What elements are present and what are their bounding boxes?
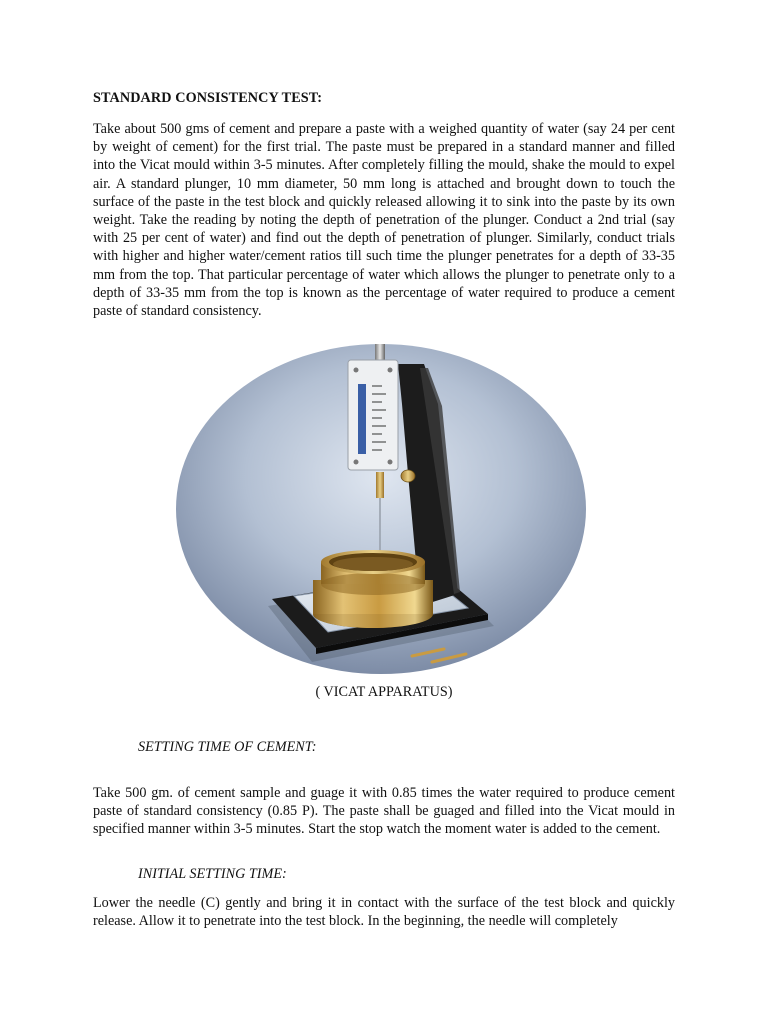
locking-screw — [401, 470, 415, 482]
paragraph-setting-time: Take 500 gm. of cement sample and guage it with 0.85 times the water required to produce cement paste of standard consistency (0.85 P). The paste shall be guaged and filled into the Vicat mould in specified manner within 3-5 minutes. Start the stop watch the moment water is added to the cement. — [93, 785, 675, 838]
paragraph-standard-consistency: Take about 500 gms of cement and prepare a paste with a weighed quantity of water (say 24 per cent by weight of cement) for the first trial. The paste must be prepared in a standard manner and filled into the Vicat mould within 3-5 minutes. After completely filling the mould, shake the mould to expel air. A standard plunger, 10 mm diameter, 50 mm long is attached and brought down to touch the surface of the paste in the test block and quickly released allowing it to sink into the paste by its own weight. Take the reading by noting the depth of penetration of the plunger. Conduct a 2nd trial (say with 25 per cent of water) and find out the depth of penetration of plunger. Similarly, conduct trials with higher and higher water/cement ratios till such time the plunger penetrates for a depth of 33-35 mm from the top. That particular percentage of water which allows the plunger to penetrate only to a depth of 33-35 mm from the top is known as the percentage of water required to produce a cement paste of standard consistency. — [93, 121, 675, 320]
initial-setting-heading: INITIAL SETTING TIME: — [138, 866, 287, 882]
vicat-apparatus-image — [176, 344, 586, 674]
graduated-scale — [348, 360, 398, 470]
section-heading: STANDARD CONSISTENCY TEST: — [93, 90, 323, 106]
setting-time-heading: SETTING TIME OF CEMENT: — [138, 739, 317, 755]
figure-caption: ( VICAT APPARATUS) — [315, 684, 453, 700]
paragraph-initial-setting: Lower the needle (C) gently and bring it in contact with the surface of the test block and quickly release. Allow it to penetrate into the test block. In the beginning, the needle will completely — [93, 895, 675, 930]
